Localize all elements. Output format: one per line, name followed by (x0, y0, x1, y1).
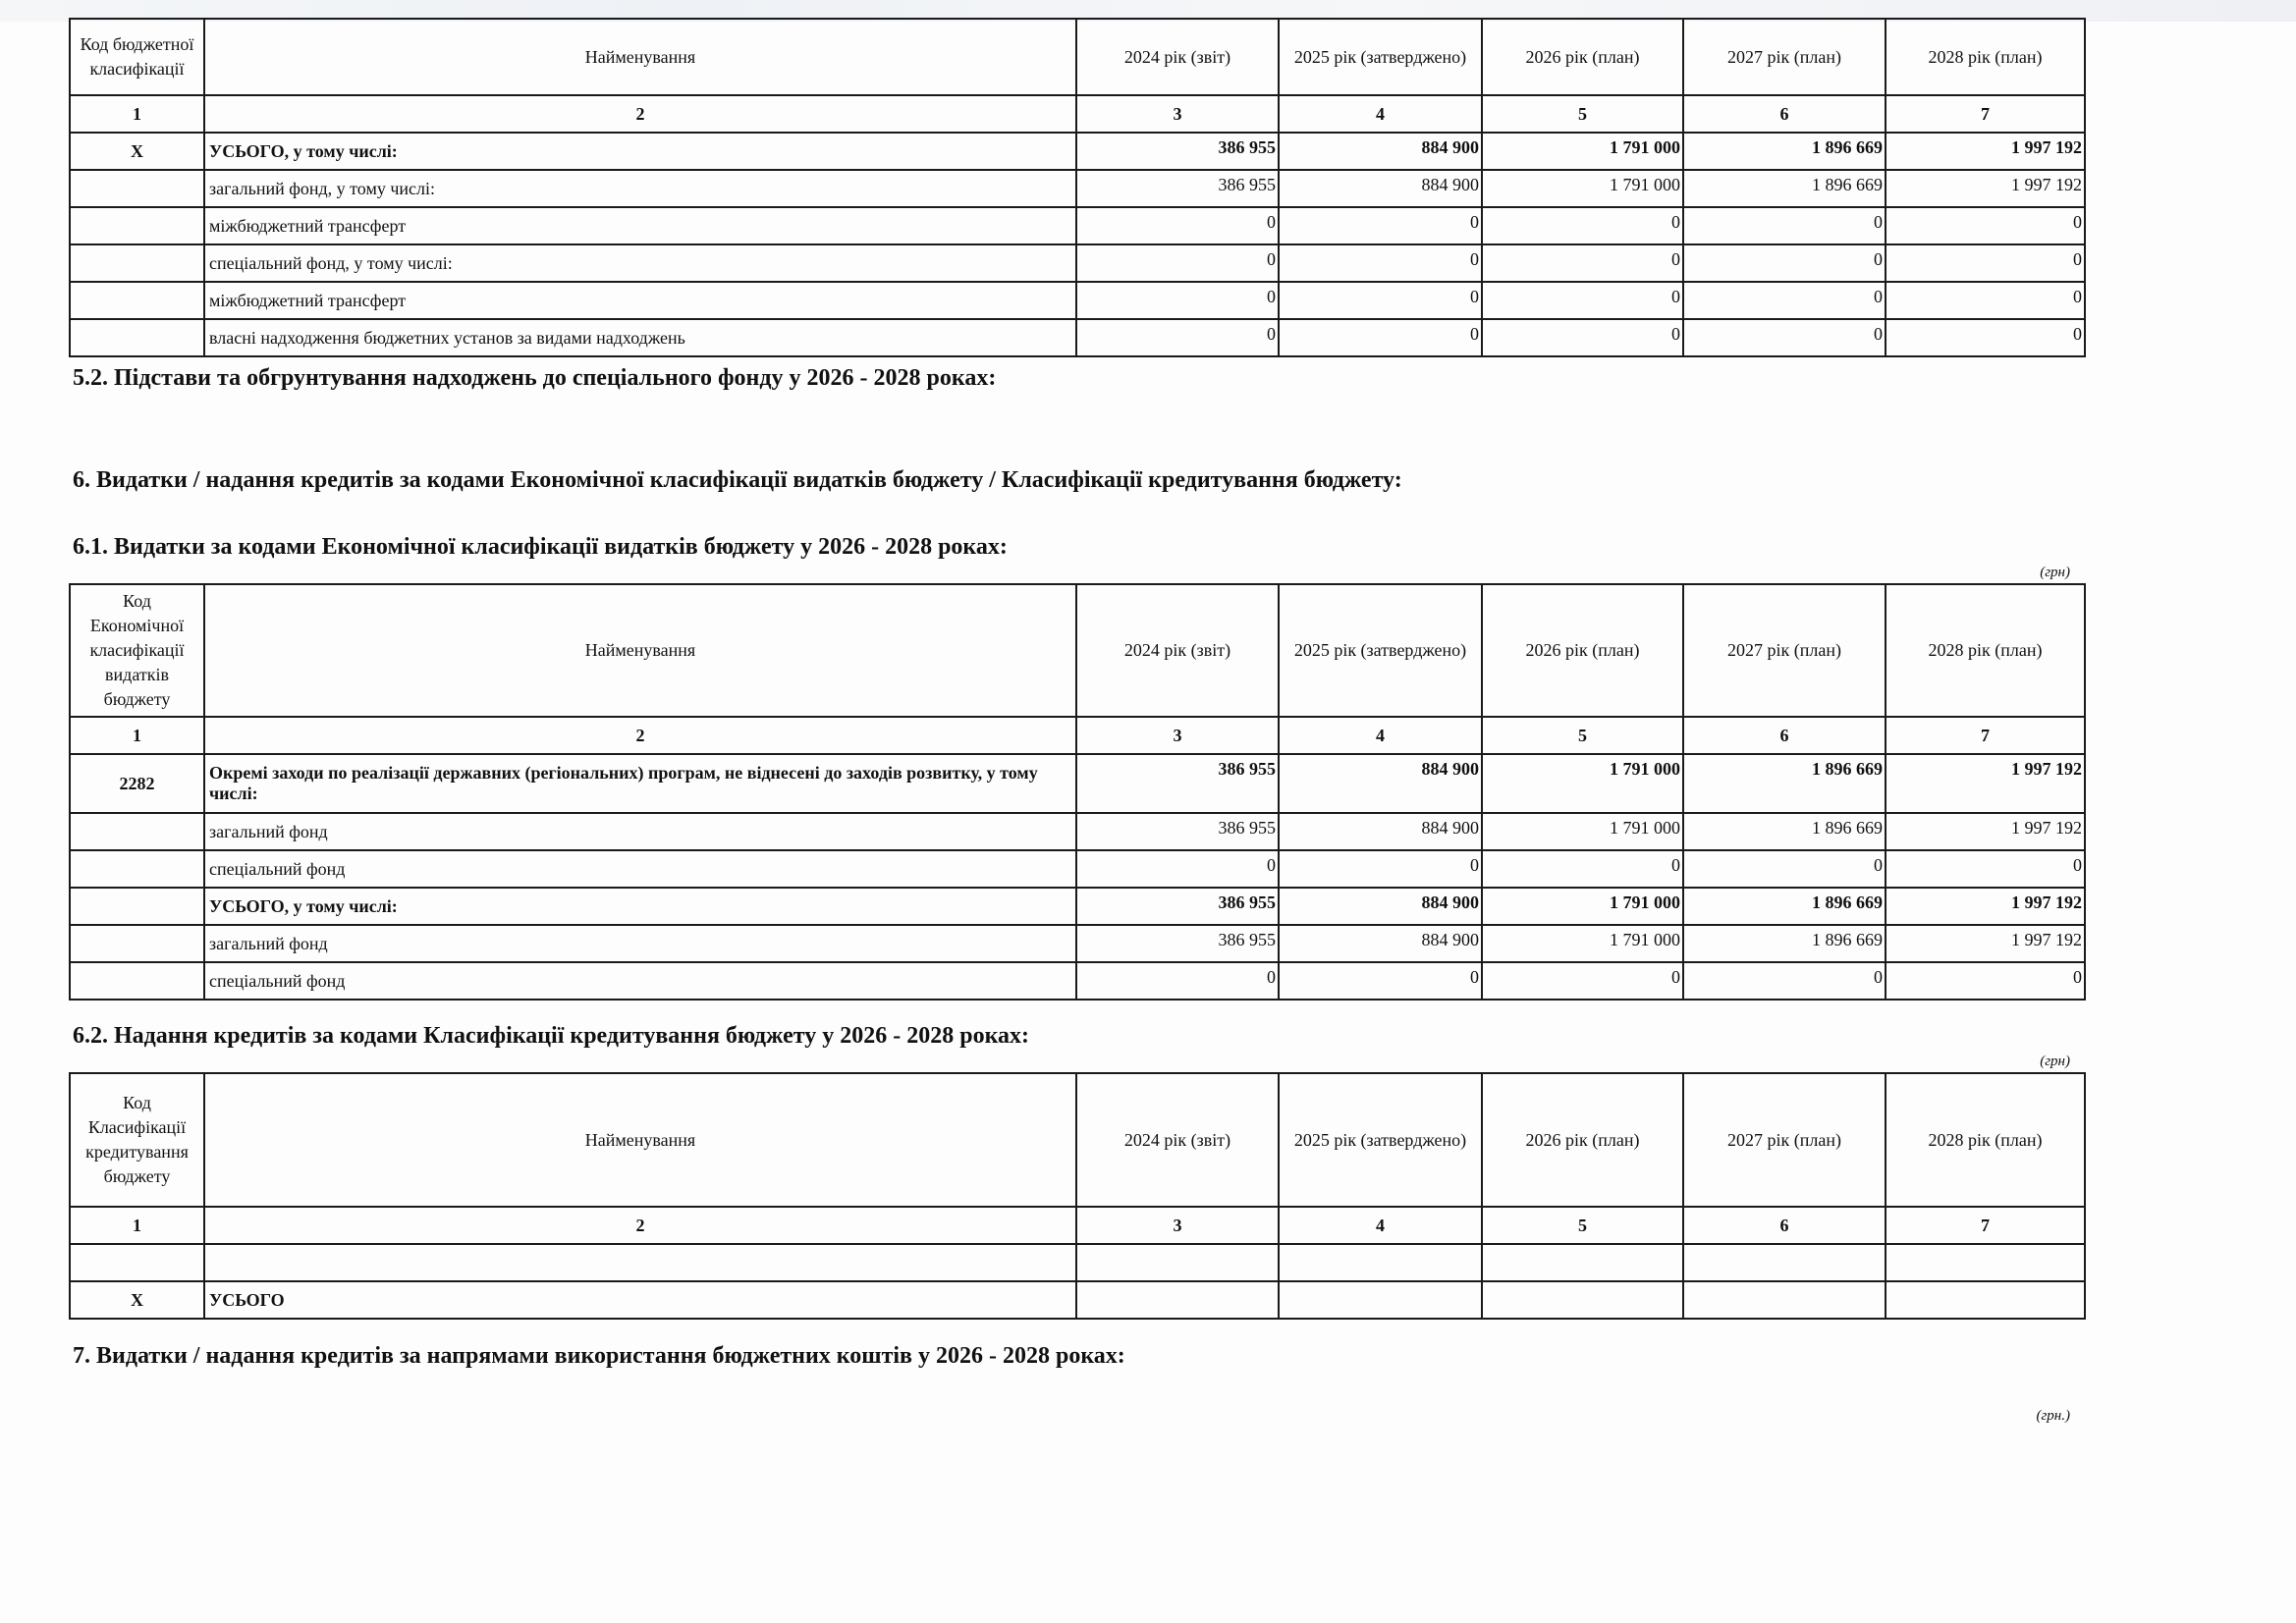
col-number: 1 (70, 717, 204, 754)
table-row (70, 244, 2085, 282)
col-number: 4 (1279, 717, 1482, 754)
header-row (70, 19, 2085, 95)
table-body (70, 754, 2085, 1000)
row-value: 386 955 (1076, 133, 1279, 170)
row-value: 1 896 669 (1683, 133, 1886, 170)
row-value: 0 (1482, 319, 1683, 356)
col-number: 3 (1076, 95, 1279, 133)
row-value: 0 (1683, 207, 1886, 244)
empty-row (70, 1244, 2085, 1281)
unit-label: (грн) (2040, 565, 2070, 580)
row-value: 1 791 000 (1482, 925, 1683, 962)
column-numbers-row (70, 95, 2085, 133)
col-number: 2 (204, 1207, 1076, 1244)
credit-table (69, 1072, 2086, 1320)
row-value: 1 896 669 (1683, 813, 1886, 850)
col-number: 2 (204, 95, 1076, 133)
table-row (70, 888, 2085, 925)
row-name: Окремі заходи по реалізації державних (регіональних) програм, не віднесені до заходів розвитку, у тому числі: (204, 754, 1076, 813)
row-value: 0 (1482, 962, 1683, 1000)
row-code (70, 244, 204, 282)
row-value: 0 (1482, 282, 1683, 319)
column-numbers-row (70, 1207, 2085, 1244)
section-7-heading: 7. Видатки / надання кредитів за напрямами використання бюджетних коштів у 2026 - 2028 роках: (73, 1343, 1125, 1369)
row-value: 0 (1482, 207, 1683, 244)
row-value: 0 (1683, 850, 1886, 888)
unit-label: (грн.) (2036, 1408, 2070, 1424)
col-number: 7 (1886, 717, 2085, 754)
row-value: 0 (1886, 282, 2085, 319)
col-number: 1 (70, 1207, 204, 1244)
row-value: 1 896 669 (1683, 888, 1886, 925)
row-code (70, 850, 204, 888)
table-row (70, 207, 2085, 244)
row-value: 0 (1076, 319, 1279, 356)
col-2025: 2025 рік (затверджено) (1279, 19, 1482, 95)
row-code (70, 962, 204, 1000)
table-row (70, 813, 2085, 850)
row-code (70, 282, 204, 319)
table-row (70, 170, 2085, 207)
row-value: 0 (1279, 319, 1482, 356)
code-header: Код Класифікації кредитування бюджету (70, 1073, 204, 1207)
row-value: 0 (1683, 244, 1886, 282)
row-value: 0 (1076, 962, 1279, 1000)
row-name: власні надходження бюджетних установ за видами надходжень (204, 319, 1076, 356)
table-row (70, 319, 2085, 356)
row-value: 884 900 (1279, 888, 1482, 925)
row-name: міжбюджетний трансферт (204, 207, 1076, 244)
row-name: загальний фонд (204, 813, 1076, 850)
row-value: 1 896 669 (1683, 925, 1886, 962)
col-number: 6 (1683, 717, 1886, 754)
name-header: Найменування (204, 584, 1076, 717)
row-value: 1 997 192 (1886, 754, 2085, 813)
table-row (70, 962, 2085, 1000)
table-row (70, 925, 2085, 962)
col-number: 3 (1076, 1207, 1279, 1244)
col-number: 7 (1886, 95, 2085, 133)
col-2026: 2026 рік (план) (1482, 584, 1683, 717)
row-value: 0 (1279, 207, 1482, 244)
code-header: Код бюджетної класифікації (70, 19, 204, 95)
row-name: спеціальний фонд, у тому числі: (204, 244, 1076, 282)
column-numbers-row (70, 717, 2085, 754)
row-value: 1 997 192 (1886, 888, 2085, 925)
row-value: 1 791 000 (1482, 888, 1683, 925)
row-value: 0 (1683, 282, 1886, 319)
row-value: 386 955 (1076, 170, 1279, 207)
col-number: 4 (1279, 95, 1482, 133)
row-code (70, 925, 204, 962)
row-value: 1 791 000 (1482, 170, 1683, 207)
row-value: 1 997 192 (1886, 925, 2085, 962)
col-number: 3 (1076, 717, 1279, 754)
col-number: 7 (1886, 1207, 2085, 1244)
row-code (70, 207, 204, 244)
row-value: 1 791 000 (1482, 133, 1683, 170)
row-value: 0 (1279, 244, 1482, 282)
row-value: 0 (1886, 319, 2085, 356)
row-value: 1 997 192 (1886, 813, 2085, 850)
total-row (70, 1281, 2085, 1319)
col-number: 6 (1683, 95, 1886, 133)
row-value: 0 (1279, 962, 1482, 1000)
col-2027: 2027 рік (план) (1683, 19, 1886, 95)
row-value: 386 955 (1076, 925, 1279, 962)
row-value: 0 (1886, 207, 2085, 244)
row-value: 1 997 192 (1886, 170, 2085, 207)
section-5-2-heading: 5.2. Підстави та обгрунтування надходжень до спеціального фонду у 2026 - 2028 роках: (73, 365, 997, 391)
row-value: 0 (1076, 850, 1279, 888)
row-value: 386 955 (1076, 754, 1279, 813)
row-code: X (70, 133, 204, 170)
row-code (70, 888, 204, 925)
row-value: 0 (1886, 962, 2085, 1000)
col-number: 1 (70, 95, 204, 133)
col-2024: 2024 рік (звіт) (1076, 584, 1279, 717)
col-number: 5 (1482, 95, 1683, 133)
row-value: 0 (1279, 282, 1482, 319)
name-header: Найменування (204, 1073, 1076, 1207)
row-value: 0 (1683, 962, 1886, 1000)
row-value: 884 900 (1279, 925, 1482, 962)
table-row (70, 754, 2085, 813)
col-2028: 2028 рік (план) (1886, 1073, 2085, 1207)
unit-label: (грн) (2040, 1054, 2070, 1069)
header-row (70, 1073, 2085, 1207)
col-number: 6 (1683, 1207, 1886, 1244)
expenditure-table (69, 583, 2086, 1001)
row-value: 884 900 (1279, 170, 1482, 207)
row-value: 386 955 (1076, 888, 1279, 925)
row-code: X (70, 1281, 204, 1319)
row-code (70, 813, 204, 850)
col-2025: 2025 рік (затверджено) (1279, 584, 1482, 717)
row-value: 884 900 (1279, 813, 1482, 850)
header-row (70, 584, 2085, 717)
row-value: 1 791 000 (1482, 813, 1683, 850)
section-6-heading: 6. Видатки / надання кредитів за кодами Економічної класифікації видатків бюджету / Класифікації кредитування бюджету: (73, 467, 1402, 493)
col-2024: 2024 рік (звіт) (1076, 1073, 1279, 1207)
row-value: 0 (1076, 207, 1279, 244)
row-value: 884 900 (1279, 754, 1482, 813)
row-value: 0 (1482, 850, 1683, 888)
row-value: 1 791 000 (1482, 754, 1683, 813)
row-value: 0 (1683, 319, 1886, 356)
row-name: УСЬОГО (204, 1281, 1076, 1319)
col-2028: 2028 рік (план) (1886, 19, 2085, 95)
col-2025: 2025 рік (затверджено) (1279, 1073, 1482, 1207)
row-value: 0 (1076, 282, 1279, 319)
col-2026: 2026 рік (план) (1482, 19, 1683, 95)
row-value: 386 955 (1076, 813, 1279, 850)
row-code (70, 170, 204, 207)
col-number: 5 (1482, 1207, 1683, 1244)
row-value: 0 (1482, 244, 1683, 282)
col-2026: 2026 рік (план) (1482, 1073, 1683, 1207)
revenue-table (69, 18, 2086, 357)
row-name: спеціальний фонд (204, 850, 1076, 888)
col-2024: 2024 рік (звіт) (1076, 19, 1279, 95)
row-code: 2282 (70, 754, 204, 813)
section-6-1-heading: 6.1. Видатки за кодами Економічної класифікації видатків бюджету у 2026 - 2028 роках: (73, 534, 1008, 560)
row-name: загальний фонд, у тому числі: (204, 170, 1076, 207)
row-value: 0 (1886, 850, 2085, 888)
table-row (70, 850, 2085, 888)
row-value: 1 997 192 (1886, 133, 2085, 170)
code-header: Код Економічної класифікації видатків бюджету (70, 584, 204, 717)
row-value: 884 900 (1279, 133, 1482, 170)
table-body (70, 133, 2085, 356)
table-row (70, 133, 2085, 170)
row-value: 0 (1076, 244, 1279, 282)
col-2027: 2027 рік (план) (1683, 584, 1886, 717)
name-header: Найменування (204, 19, 1076, 95)
section-6-2-heading: 6.2. Надання кредитів за кодами Класифікації кредитування бюджету у 2026 - 2028 роках: (73, 1023, 1030, 1049)
col-2028: 2028 рік (план) (1886, 584, 2085, 717)
row-value: 1 896 669 (1683, 170, 1886, 207)
col-number: 4 (1279, 1207, 1482, 1244)
col-2027: 2027 рік (план) (1683, 1073, 1886, 1207)
row-name: загальний фонд (204, 925, 1076, 962)
row-name: УСЬОГО, у тому числі: (204, 133, 1076, 170)
row-value: 0 (1886, 244, 2085, 282)
col-number: 5 (1482, 717, 1683, 754)
row-name: спеціальний фонд (204, 962, 1076, 1000)
row-name: міжбюджетний трансферт (204, 282, 1076, 319)
row-value: 0 (1279, 850, 1482, 888)
row-code (70, 319, 204, 356)
col-number: 2 (204, 717, 1076, 754)
row-value: 1 896 669 (1683, 754, 1886, 813)
row-name: УСЬОГО, у тому числі: (204, 888, 1076, 925)
table-row (70, 282, 2085, 319)
